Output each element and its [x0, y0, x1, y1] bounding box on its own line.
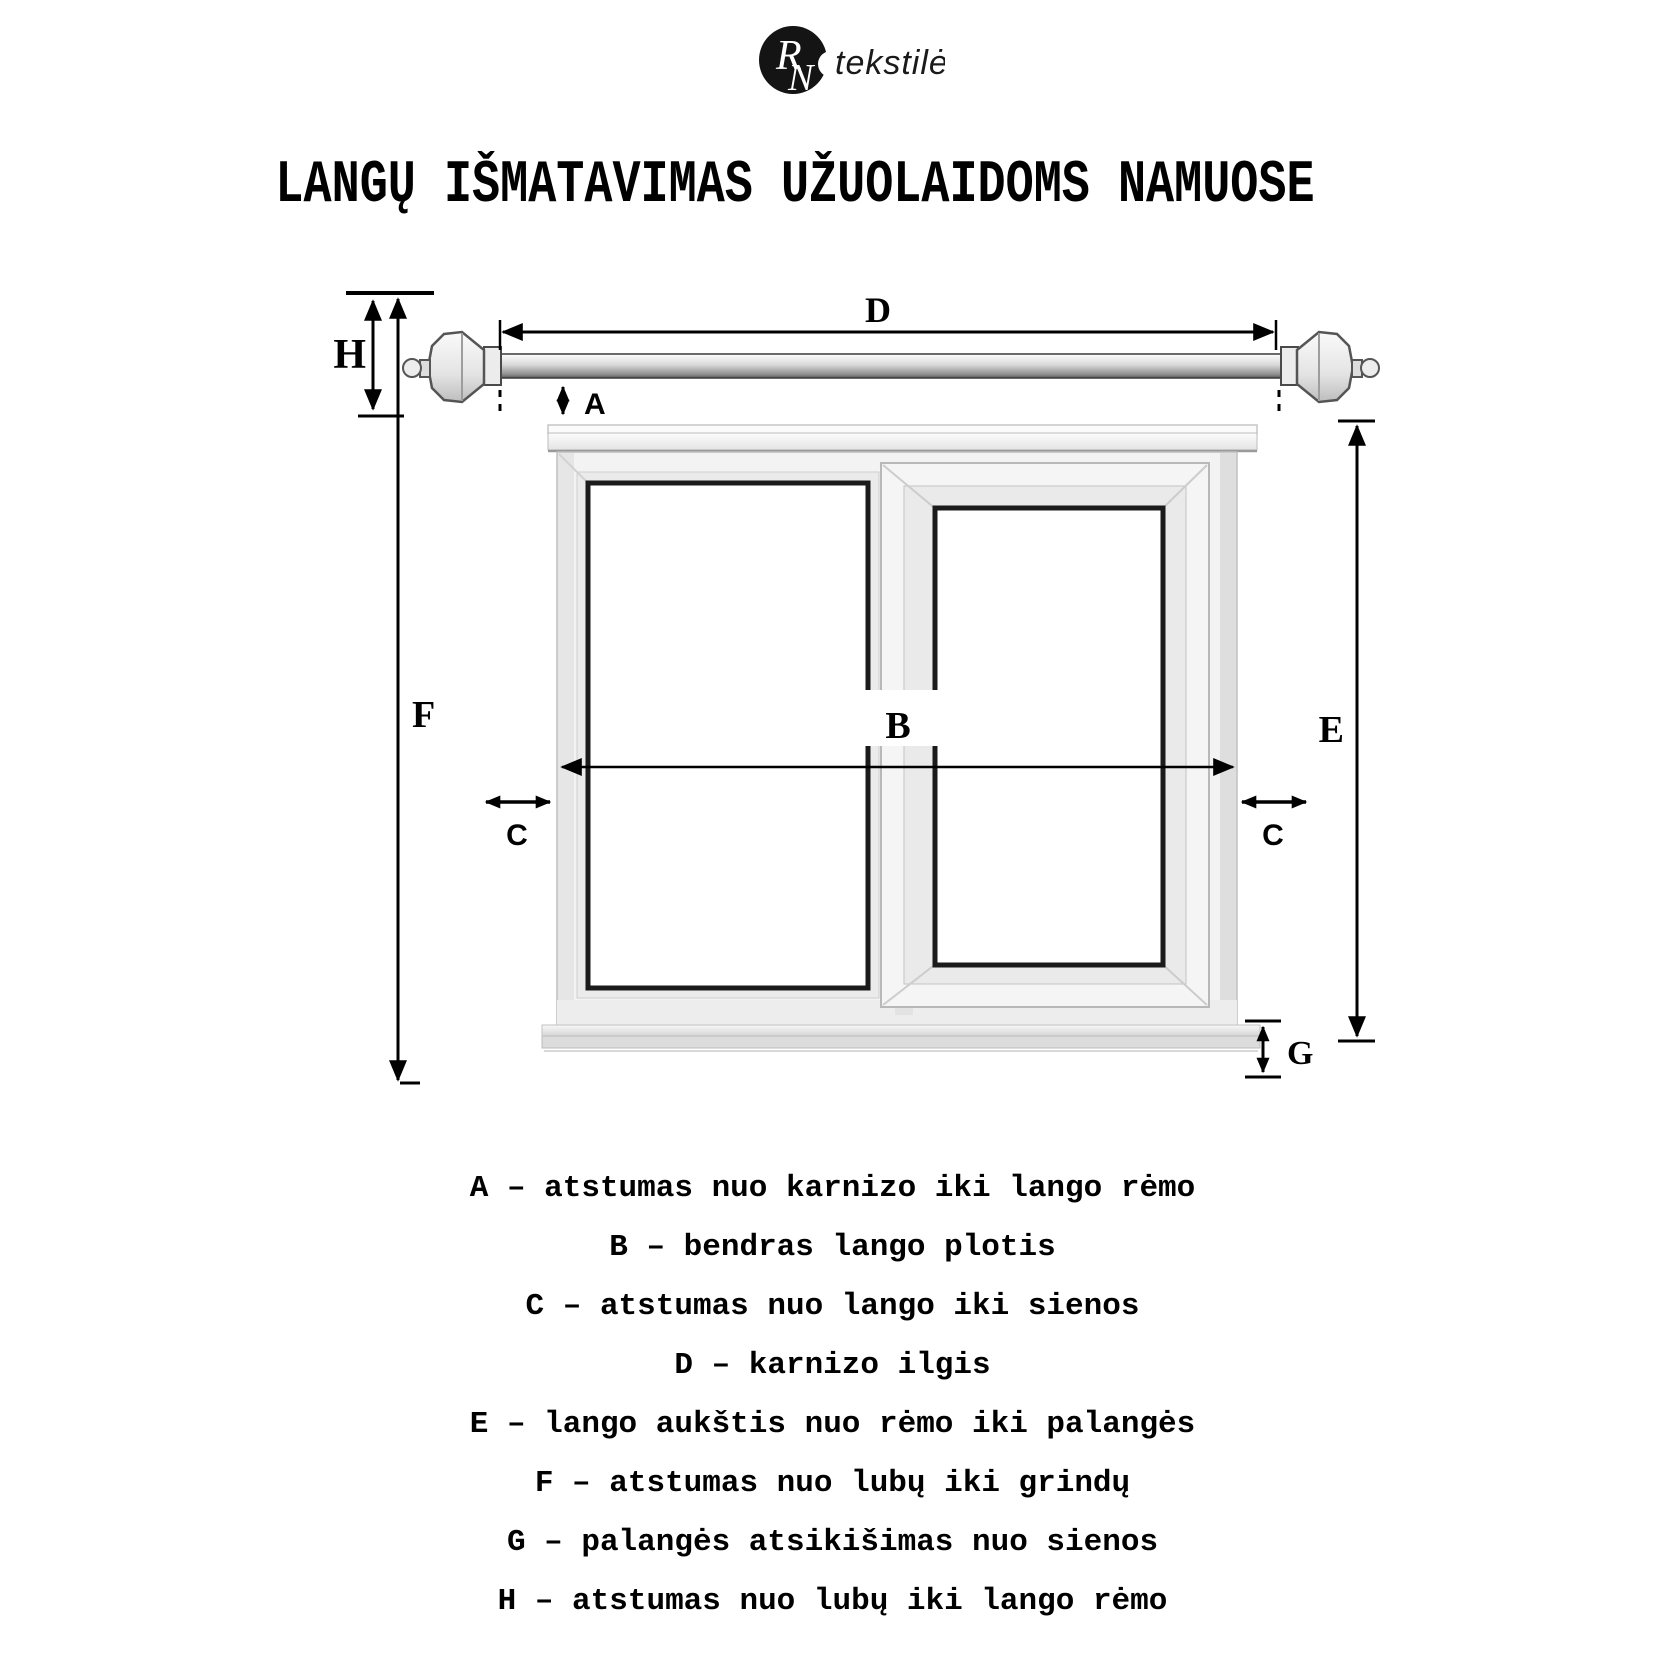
- dim-label-b: B: [885, 705, 911, 747]
- dim-label-h: H: [333, 332, 366, 378]
- rod-finial-left: [403, 332, 501, 402]
- logo-letter-n: N: [788, 57, 814, 99]
- dim-label-a: A: [584, 388, 606, 421]
- dim-label-f: F: [412, 694, 436, 736]
- legend-item-f: F – atstumas nuo lubų iki grindų: [534, 1466, 1131, 1501]
- dimension-c-left: [486, 802, 550, 852]
- window-left-pane: [559, 454, 879, 998]
- dimension-d: [500, 290, 1276, 350]
- rod-finial-right: [1281, 332, 1379, 402]
- dim-label-g: G: [1287, 1035, 1314, 1072]
- dim-label-c-right: C: [1262, 819, 1284, 852]
- page-title: LANGŲ IŠMATAVIMAS UŽUOLAIDOMS NAMUOSE: [275, 152, 1315, 220]
- rod-bar: [500, 354, 1282, 378]
- legend-item-d: D – karnizo ilgis: [674, 1348, 991, 1383]
- dim-label-e: E: [1318, 709, 1344, 751]
- legend-item-g: G – palangės atsikišimas nuo sienos: [506, 1525, 1159, 1560]
- legend-item-b: B – bendras lango plotis: [609, 1230, 1056, 1265]
- dim-label-d: D: [865, 290, 891, 330]
- dimension-h: [333, 293, 434, 416]
- legend-item-h: H – atstumas nuo lubų iki lango rėmo: [497, 1584, 1168, 1619]
- dim-label-c-left: C: [506, 819, 528, 852]
- dimension-c-right: [1242, 802, 1306, 852]
- right-pane-glass: [935, 508, 1163, 965]
- legend: [11, 1159, 1654, 1631]
- legend-item-a: A – atstumas nuo karnizo iki lango rėmo: [469, 1171, 1196, 1206]
- logo-brand-name: tekstilė: [835, 44, 945, 82]
- left-pane-glass: [588, 483, 868, 988]
- window-crown-molding: [548, 425, 1257, 451]
- curtain-rod: [403, 332, 1379, 416]
- legend-item-c: C – atstumas nuo lango iki sienos: [525, 1289, 1140, 1324]
- dimension-a: [563, 387, 606, 421]
- window-sill: [542, 1025, 1260, 1051]
- legend-item-e: E – lango aukštis nuo rėmo iki palangės: [469, 1407, 1196, 1442]
- dimension-e: [1319, 421, 1375, 1041]
- logo-letter-r: R: [776, 33, 802, 79]
